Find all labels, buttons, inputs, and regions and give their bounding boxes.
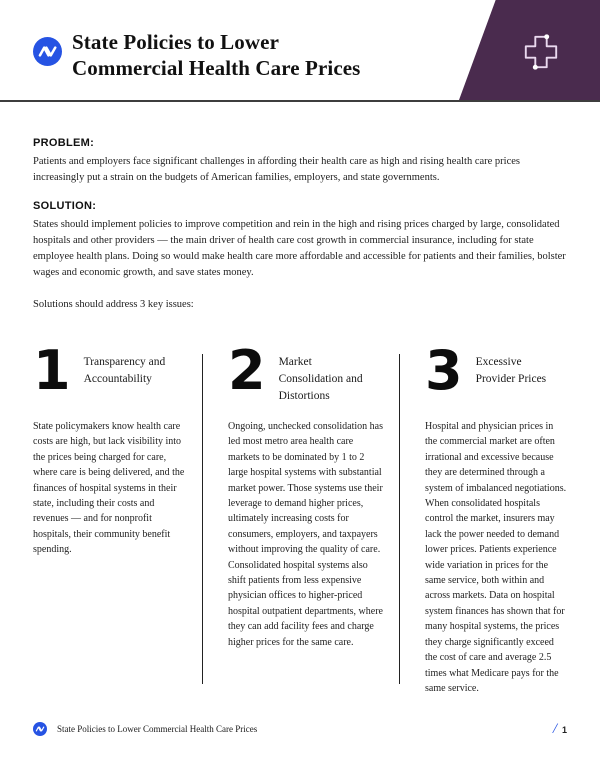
issue-header xyxy=(425,339,567,419)
solution-text: States should implement policies to improve competition and rein in the high and rising prices charged by large, consolidated hospitals and other providers — the main driver of health care cost growth in commercial insurance, including for state employee health plans. Doing so would make health care more affordable and accessible for patients and their families, bolster wages and economic growth, and save states money. xyxy=(33,219,566,278)
solution-label: SOLUTION: xyxy=(33,200,97,212)
issue-column-transparency xyxy=(33,339,188,558)
footer-doc-title: State Policies to Lower Commercial Health Care Prices xyxy=(57,724,258,734)
issue-header xyxy=(33,339,188,419)
issue-column-prices xyxy=(425,339,567,696)
issue-body: Ongoing, unchecked consolidation has led most metro area health care markets to be dominated by 1 to 2 large hospital systems with substantial market power. Those systems use their leverage to demand higher prices, ultimately increasing costs for consumers, employers, and taxpayers without improving the quality of care. Consolidated hospital systems also shift patients from less expensive physician offices to higher-priced hospital outpatient departments, where they can add facility fees and charge higher prices for the same care. xyxy=(228,421,383,648)
footer xyxy=(33,722,567,736)
page-title-line2: Commercial Health Care Prices xyxy=(72,56,361,80)
issues-intro: Solutions should address 3 key issues: xyxy=(33,299,194,310)
column-divider xyxy=(399,354,400,684)
column-divider xyxy=(202,354,203,684)
issue-title: Transparency and Accountability xyxy=(83,356,166,385)
page-number xyxy=(553,722,567,736)
issue-number: 1 xyxy=(33,339,71,402)
medical-cross-icon xyxy=(522,33,560,71)
problem-text: Patients and employers face significant challenges in affording their health care as high and rising health care prices increasingly put a strain on the budgets of American families, employers, and state governments. xyxy=(33,156,520,183)
page-title-line1: State Policies to Lower xyxy=(72,30,279,54)
issue-number: 2 xyxy=(228,339,266,402)
page-number-value: 1 xyxy=(561,725,567,735)
header xyxy=(0,0,600,102)
brand-logo-icon xyxy=(33,37,62,66)
issue-body: Hospital and physician prices in the commercial market are often irrational and excessive because they are determined through a system of imbalanced negotiations. When consolidated hospitals control the market, insurers may lack the power needed to demand lower prices. Patients experience wide variation in prices for the same service, both within and across markets. Data on hospital system finances has shown that for many hospital systems, the prices they charge significantly exceed the cost of care and average 2.5 times what Medicare pays for the same service. xyxy=(425,421,567,694)
issue-title: Excessive Provider Prices xyxy=(475,356,547,385)
issues-columns xyxy=(33,339,567,696)
page-slash: / xyxy=(552,721,557,737)
content xyxy=(0,137,600,696)
problem-label: PROBLEM: xyxy=(33,137,95,149)
issue-body: State policymakers know health care costs are high, but lack visibility into the prices being charged for care, where care is being delivered, and the finances of hospital systems in their state, including their costs and revenues — and for nonprofit hospitals, their community benefit spending. xyxy=(33,421,185,556)
issue-column-consolidation xyxy=(228,339,385,650)
brand-logo-icon-small xyxy=(33,722,47,736)
issue-header xyxy=(228,339,385,419)
page-title xyxy=(72,29,360,81)
issue-title: Market Consolidation and Distortions xyxy=(278,356,363,402)
issue-number: 3 xyxy=(425,339,463,402)
